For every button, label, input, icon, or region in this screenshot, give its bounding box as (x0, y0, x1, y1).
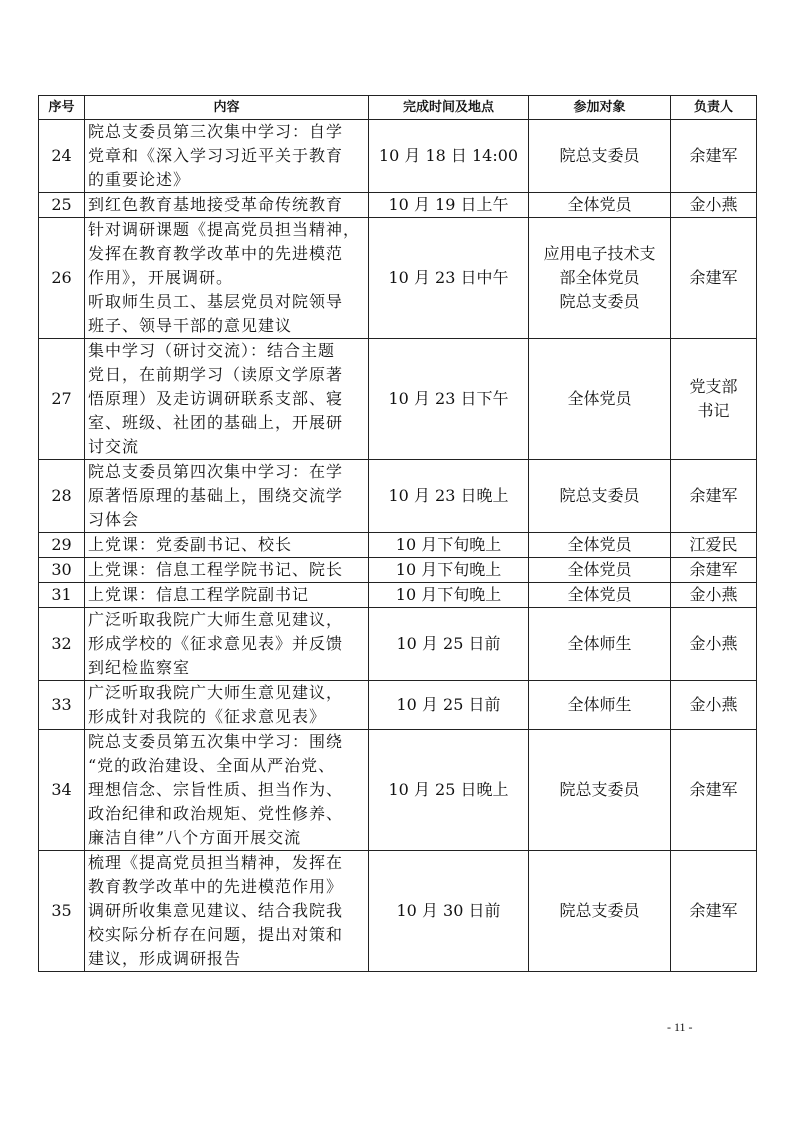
header-time-place: 完成时间及地点 (369, 96, 529, 120)
row-content-line: 调研所收集意见建议、结合我院我 (88, 901, 344, 920)
page-number: - 11 - (667, 1020, 693, 1034)
row-time-place-line: 10 月 25 日前 (396, 634, 501, 653)
row-participants (529, 339, 671, 460)
row-responsible (671, 851, 757, 972)
header-participants: 参加对象 (529, 96, 671, 120)
row-participants-line: 院总支委员 (559, 486, 640, 505)
row-time-place (369, 193, 529, 218)
row-content (85, 558, 369, 583)
row-content-line: 发挥在教育教学改革中的先进模范 (88, 244, 344, 263)
row-responsible-line: 金小燕 (689, 695, 738, 714)
row-number: 24 (39, 120, 85, 193)
row-time-place-line: 10 月 30 日前 (396, 901, 501, 920)
row-participants-line: 全体党员 (567, 389, 632, 408)
row-responsible (671, 533, 757, 558)
row-responsible (671, 339, 757, 460)
table-row (39, 339, 757, 460)
row-time-place-line: 10 月下旬晚上 (395, 560, 502, 579)
table-row (39, 730, 757, 851)
row-content-line: 到纪检监察室 (88, 658, 191, 677)
row-number: 27 (39, 339, 85, 460)
row-number: 32 (39, 608, 85, 681)
row-participants-line: 院总支委员 (559, 901, 640, 920)
row-content-line: 讨交流 (88, 437, 140, 456)
row-content-line: 上党课：信息工程学院书记、院长 (88, 560, 344, 579)
row-number: 25 (39, 193, 85, 218)
row-time-place (369, 218, 529, 339)
row-responsible-line: 余建军 (689, 146, 738, 165)
row-content-line: 习体会 (88, 510, 140, 529)
row-participants (529, 533, 671, 558)
row-content-line: 院总支委员第三次集中学习：自学 (88, 122, 344, 141)
table-row (39, 583, 757, 608)
row-content (85, 339, 369, 460)
row-content-line: 院总支委员第四次集中学习：在学 (88, 462, 344, 481)
row-responsible-line: 金小燕 (689, 585, 738, 604)
row-time-place (369, 460, 529, 533)
row-number: 28 (39, 460, 85, 533)
row-content-line: 广泛听取我院广大师生意见建议， (88, 610, 344, 629)
schedule-table (38, 95, 757, 972)
row-responsible-line: 江爱民 (689, 535, 738, 554)
row-content-line: “党的政治建设、全面从严治党、 (88, 756, 336, 775)
row-responsible (671, 608, 757, 681)
row-time-place (369, 120, 529, 193)
row-content (85, 681, 369, 730)
row-content-line: 政治纪律和政治规矩、党性修养、 (88, 804, 344, 823)
row-responsible (671, 460, 757, 533)
row-content (85, 218, 369, 339)
row-content-line: 上党课：党委副书记、校长 (88, 535, 293, 554)
header-content: 内容 (85, 96, 369, 120)
row-participants-line: 院总支委员 (559, 780, 640, 799)
row-participants (529, 608, 671, 681)
row-time-place (369, 558, 529, 583)
row-number: 33 (39, 681, 85, 730)
row-content-line: 室、班级、社团的基础上，开展研 (88, 413, 344, 432)
row-content-line: 党日，在前期学习（读原文学原著 (88, 365, 344, 384)
row-content-line: 教育教学改革中的先进模范作用》 (88, 877, 344, 896)
row-participants (529, 120, 671, 193)
row-participants (529, 681, 671, 730)
row-number: 34 (39, 730, 85, 851)
row-content-line: 班子、领导干部的意见建议 (88, 316, 293, 335)
row-content-line: 上党课：信息工程学院副书记 (88, 585, 310, 604)
row-responsible-line: 余建军 (689, 901, 738, 920)
row-time-place-line: 10 月 19 日上午 (388, 195, 509, 214)
row-participants-line: 全体党员 (567, 535, 632, 554)
row-participants-line: 全体党员 (567, 585, 632, 604)
table-row (39, 460, 757, 533)
row-participants-line: 院总支委员 (559, 146, 640, 165)
row-time-place-line: 10 月 23 日中午 (388, 268, 509, 287)
row-participants (529, 583, 671, 608)
row-participants (529, 193, 671, 218)
row-content (85, 460, 369, 533)
row-responsible-line: 金小燕 (689, 195, 738, 214)
row-time-place (369, 681, 529, 730)
row-participants-line: 全体师生 (567, 695, 632, 714)
row-responsible (671, 681, 757, 730)
row-responsible (671, 120, 757, 193)
row-time-place-line: 10 月下旬晚上 (395, 585, 502, 604)
row-content-line: 形成学校的《征求意见表》并反馈 (88, 634, 344, 653)
row-content-line: 原著悟原理的基础上，围绕交流学 (88, 486, 344, 505)
table-row (39, 218, 757, 339)
table-row (39, 851, 757, 972)
row-content (85, 120, 369, 193)
row-participants (529, 730, 671, 851)
row-responsible-line: 党支部 (689, 377, 738, 396)
table-row (39, 533, 757, 558)
row-responsible-line: 余建军 (689, 560, 738, 579)
row-content-line: 形成针对我院的《征求意见表》 (88, 707, 327, 726)
table-row (39, 558, 757, 583)
row-responsible (671, 193, 757, 218)
row-responsible-line: 余建军 (689, 780, 738, 799)
header-responsible: 负责人 (671, 96, 757, 120)
row-responsible-line: 余建军 (689, 268, 738, 287)
row-time-place (369, 851, 529, 972)
row-time-place-line: 10 月 23 日晚上 (388, 486, 509, 505)
header-seq: 序号 (39, 96, 85, 120)
row-participants (529, 851, 671, 972)
table-header-row (39, 96, 757, 120)
row-time-place-line: 10 月 25 日晚上 (388, 780, 509, 799)
row-content-line: 到红色教育基地接受革命传统教育 (88, 195, 344, 214)
row-number: 26 (39, 218, 85, 339)
row-content-line: 作用》，开展调研。 (88, 268, 234, 287)
table-row (39, 193, 757, 218)
row-content-line: 悟原理）及走访调研联系支部、寝 (88, 389, 344, 408)
row-responsible-line: 书记 (697, 401, 730, 420)
row-time-place (369, 533, 529, 558)
row-content-line: 党章和《深入学习习近平关于教育 (88, 146, 344, 165)
row-content-line: 集中学习（研讨交流）：结合主题 (88, 341, 336, 360)
row-content-line: 院总支委员第五次集中学习：围绕 (88, 732, 344, 751)
table-row (39, 681, 757, 730)
table-row (39, 608, 757, 681)
row-content (85, 730, 369, 851)
table-row (39, 120, 757, 193)
row-number: 29 (39, 533, 85, 558)
row-content (85, 851, 369, 972)
row-participants-line: 部全体党员 (559, 268, 640, 287)
row-content-line: 梳理《提高党员担当精神，发挥在 (88, 853, 344, 872)
row-content-line: 的重要论述》 (88, 170, 191, 189)
row-participants (529, 218, 671, 339)
row-responsible (671, 558, 757, 583)
row-participants-line: 应用电子技术支 (543, 244, 656, 263)
table-body (39, 120, 757, 972)
row-content-line: 建议，形成调研报告 (88, 949, 242, 968)
row-responsible (671, 218, 757, 339)
row-content-line: 理想信念、宗旨性质、担当作为、 (88, 780, 344, 799)
row-participants (529, 460, 671, 533)
row-time-place (369, 730, 529, 851)
row-content (85, 583, 369, 608)
row-content (85, 608, 369, 681)
row-participants (529, 558, 671, 583)
row-time-place-line: 10 月 23 日下午 (388, 389, 509, 408)
row-content-line: 广泛听取我院广大师生意见建议， (88, 683, 344, 702)
row-time-place-line: 10 月 18 日 14:00 (378, 146, 519, 165)
row-content-line: 针对调研课题《提高党员担当精神， (88, 220, 361, 239)
row-number: 31 (39, 583, 85, 608)
row-responsible (671, 730, 757, 851)
row-participants-line: 全体师生 (567, 634, 632, 653)
row-time-place (369, 339, 529, 460)
row-content (85, 533, 369, 558)
row-content (85, 193, 369, 218)
row-number: 30 (39, 558, 85, 583)
row-responsible-line: 金小燕 (689, 634, 738, 653)
row-participants-line: 全体党员 (567, 195, 632, 214)
row-time-place-line: 10 月 25 日前 (396, 695, 501, 714)
row-time-place (369, 583, 529, 608)
row-number: 35 (39, 851, 85, 972)
row-participants-line: 全体党员 (567, 560, 632, 579)
row-content-line: 廉洁自律”八个方面开展交流 (88, 828, 302, 847)
row-content-line: 校实际分析存在问题，提出对策和 (88, 925, 344, 944)
row-time-place-line: 10 月下旬晚上 (395, 535, 502, 554)
row-responsible (671, 583, 757, 608)
row-content-line: 听取师生员工、基层党员对院领导 (88, 292, 344, 311)
row-responsible-line: 余建军 (689, 486, 738, 505)
row-participants-line: 院总支委员 (559, 292, 640, 311)
row-time-place (369, 608, 529, 681)
